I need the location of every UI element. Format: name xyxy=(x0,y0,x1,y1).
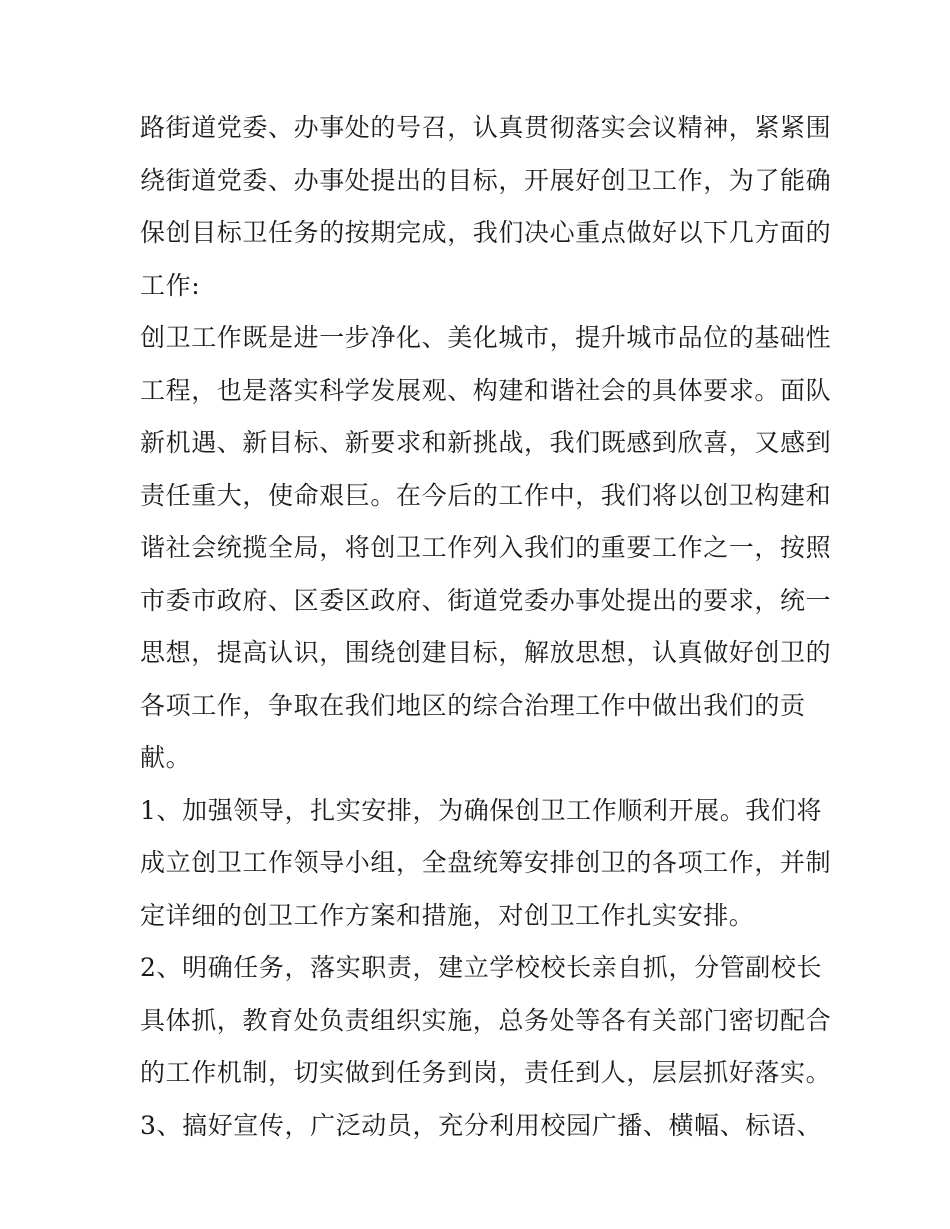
text-line: 献。 xyxy=(140,743,192,772)
text-line: 路街道党委、办事处的号召，认真贯彻落实会议精神，紧紧围 xyxy=(140,113,832,142)
text-line: 绕街道党委、办事处提出的目标，开展好创卫工作，为了能确 xyxy=(140,165,832,195)
text-line: 市委市政府、区委区政府、街道党委办事处提出的要求，统一 xyxy=(140,585,832,615)
document-body xyxy=(140,102,832,1152)
text-line: 创卫工作既是进一步净化、美化城市，提升城市品位的基础性 xyxy=(140,323,832,352)
text-line: 成立创卫工作领导小组，全盘统筹安排创卫的各项工作，并制 xyxy=(140,848,832,877)
text-line: 3、搞好宣传，广泛动员，充分利用校园广播、横幅、标语、 xyxy=(140,1110,823,1140)
text-line: 工程，也是落实科学发展观、构建和谐社会的具体要求。面队 xyxy=(140,375,832,405)
text-line: 保创目标卫任务的按期完成，我们决心重点做好以下几方面的 xyxy=(140,218,832,247)
text-line: 新机遇、新目标、新要求和新挑战，我们既感到欣喜，又感到 xyxy=(140,428,832,457)
text-line: 的工作机制，切实做到任务到岗，责任到人，层层抓好落实。 xyxy=(140,1058,832,1087)
text-line: 1、加强领导，扎实安排，为确保创卫工作顺利开展。我们将 xyxy=(140,795,823,825)
text-line: 思想，提高认识，围绕创建目标，解放思想，认真做好创卫的 xyxy=(140,638,832,667)
text-line: 各项工作，争取在我们地区的综合治理工作中做出我们的贡 xyxy=(140,690,806,720)
text-line: 具体抓，教育处负责组织实施，总务处等各有关部门密切配合 xyxy=(140,1005,832,1035)
text-line: 工作: xyxy=(140,270,201,300)
text-line: 2、明确任务，落实职责，建立学校校长亲自抓，分管副校长 xyxy=(140,953,823,982)
text-line: 责任重大，使命艰巨。在今后的工作中，我们将以创卫构建和 xyxy=(140,480,832,510)
text-line: 定详细的创卫工作方案和措施，对创卫工作扎实安排。 xyxy=(140,900,755,930)
text-line: 谐社会统揽全局，将创卫工作列入我们的重要工作之一，按照 xyxy=(140,533,832,562)
